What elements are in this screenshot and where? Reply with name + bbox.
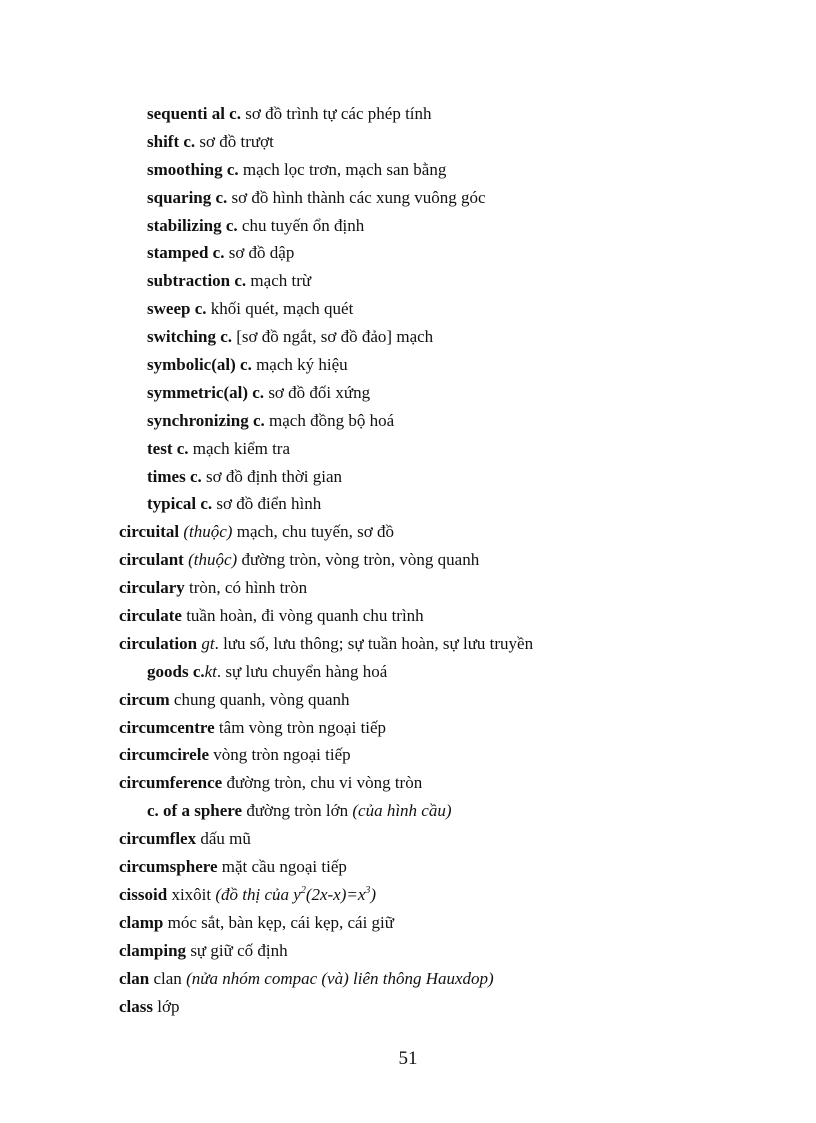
italic-note: (2x-x)=x xyxy=(305,884,366,904)
definition-text: mạch ký hiệu xyxy=(251,355,348,375)
definition-text: đường tròn, chu vi vòng tròn xyxy=(222,773,423,793)
headword: typical c. xyxy=(147,494,213,514)
definition-text: xixôit xyxy=(167,884,216,904)
entry xyxy=(119,546,759,574)
sub-entry xyxy=(119,379,759,407)
page-number: 51 xyxy=(398,1048,418,1069)
headword: circulate xyxy=(119,606,182,626)
headword: synchronizing c. xyxy=(147,410,265,430)
headword: switching c. xyxy=(147,327,232,347)
headword: circumcirele xyxy=(119,745,209,765)
definition-text: sơ đồ dập xyxy=(224,243,295,263)
sub-entry xyxy=(119,239,759,267)
headword: times c. xyxy=(147,466,202,486)
entry xyxy=(119,714,759,742)
entry xyxy=(119,686,759,714)
entry xyxy=(119,909,759,937)
entry xyxy=(119,853,759,881)
entry xyxy=(119,741,759,769)
headword: circumcentre xyxy=(119,717,215,737)
definition-text: chu tuyến ổn định xyxy=(237,215,365,235)
sub-entry xyxy=(119,212,759,240)
definition-text: sơ đồ trình tự các phép tính xyxy=(240,104,432,123)
italic-note: (thuộc) xyxy=(188,550,238,570)
headword: smoothing c. xyxy=(147,159,239,179)
sub-entry xyxy=(119,407,759,435)
headword: c. of a sphere xyxy=(147,801,243,821)
entry xyxy=(119,518,759,546)
entry xyxy=(119,993,759,1021)
sub-entry xyxy=(119,184,759,212)
headword: stamped c. xyxy=(147,243,225,263)
headword: stabilizing c. xyxy=(147,215,238,235)
definition-text: sự giữ cố định xyxy=(186,940,288,960)
definition-text: sơ đồ định thời gian xyxy=(201,466,343,486)
sub-entry xyxy=(119,100,759,128)
sub-entry xyxy=(119,156,759,184)
sub-entry xyxy=(119,295,759,323)
definition-text: mạch lọc trơn, mạch san bằng xyxy=(238,159,447,179)
entry xyxy=(119,825,759,853)
definition-text: dấu mũ xyxy=(196,829,251,849)
dictionary-entries xyxy=(119,100,759,1020)
definition-text: móc sắt, bàn kẹp, cái kẹp, cái giữ xyxy=(163,912,394,932)
definition-text: tuần hoàn, đi vòng quanh chu trình xyxy=(181,606,424,626)
definition-text: sơ đồ hình thành các xung vuông góc xyxy=(227,187,486,207)
headword: circulation xyxy=(119,633,198,653)
headword: symbolic(al) c. xyxy=(147,355,252,375)
definition-text: mạch kiểm tra xyxy=(188,438,291,458)
headword: test c. xyxy=(147,438,189,458)
headword: squaring c. xyxy=(147,187,228,207)
headword: circumference xyxy=(119,773,223,793)
headword: circulary xyxy=(119,578,185,598)
headword: symmetric(al) c. xyxy=(147,382,265,402)
italic-note: (thuộc) xyxy=(183,522,233,542)
definition-text: sơ đồ điển hình xyxy=(212,494,322,514)
entry xyxy=(119,769,759,797)
definition-text: mạch trừ xyxy=(246,271,312,291)
italic-note: kt xyxy=(204,661,217,681)
headword: shift c. xyxy=(147,131,196,151)
headword: goods c. xyxy=(147,661,205,681)
italic-note: (nửa nhóm compac (và) liên thông Hauxdop) xyxy=(186,968,494,988)
definition-text: tâm vòng tròn ngoại tiếp xyxy=(214,717,387,737)
headword: cissoid xyxy=(119,884,168,904)
definition-text: mạch đồng bộ hoá xyxy=(264,410,395,430)
sub-entry xyxy=(119,351,759,379)
entry xyxy=(119,965,759,993)
headword: circulant xyxy=(119,550,184,570)
headword: circum xyxy=(119,689,170,709)
headword: sweep c. xyxy=(147,299,207,319)
headword: clamping xyxy=(119,940,187,960)
italic-note: ) xyxy=(370,884,377,904)
italic-note: gt xyxy=(201,633,215,653)
sub-entry xyxy=(119,267,759,295)
entry xyxy=(119,602,759,630)
definition-text: chung quanh, vòng quanh xyxy=(169,689,350,709)
sub-entry xyxy=(119,463,759,491)
definition-text: vòng tròn ngoại tiếp xyxy=(209,745,351,765)
headword: circuital xyxy=(119,522,180,542)
definition-text: . sự lưu chuyển hàng hoá xyxy=(216,661,388,681)
definition-text: . lưu số, lưu thông; sự tuần hoàn, sự lưu truyền xyxy=(214,633,534,653)
definition-text: đường tròn lớn xyxy=(242,801,353,821)
definition-text: mặt cầu ngoại tiếp xyxy=(217,857,347,877)
sub-entry xyxy=(119,435,759,463)
sub-entry xyxy=(119,490,759,518)
definition-text: sơ đồ trượt xyxy=(195,131,274,151)
italic-note: (của hình cầu) xyxy=(352,801,452,821)
superscript: 3 xyxy=(365,884,371,896)
italic-note: (đồ thị của y xyxy=(215,884,301,904)
headword: circumflex xyxy=(119,829,197,849)
headword: sequenti al c. xyxy=(147,104,241,123)
entry xyxy=(119,937,759,965)
definition-text: lớp xyxy=(153,996,180,1016)
definition-text: đường tròn, vòng tròn, vòng quanh xyxy=(237,550,480,570)
headword: subtraction c. xyxy=(147,271,247,291)
definition-text: [sơ đồ ngắt, sơ đồ đảo] mạch xyxy=(232,327,434,347)
sub-entry xyxy=(119,128,759,156)
definition-text: khối quét, mạch quét xyxy=(206,299,354,319)
superscript: 2 xyxy=(300,884,306,896)
sub-entry xyxy=(119,323,759,351)
headword: circumsphere xyxy=(119,857,218,877)
definition-text: sơ đồ đối xứng xyxy=(264,382,371,402)
sub-entry xyxy=(119,658,759,686)
definition-text: tròn, có hình tròn xyxy=(184,578,308,598)
headword: clamp xyxy=(119,912,164,932)
definition-text: mạch, chu tuyến, sơ đồ xyxy=(232,522,394,542)
entry xyxy=(119,881,759,909)
headword: class xyxy=(119,996,153,1016)
headword: clan xyxy=(119,968,150,988)
definition-text: clan xyxy=(149,968,187,988)
entry xyxy=(119,574,759,602)
sub-entry xyxy=(119,797,759,825)
entry xyxy=(119,630,759,658)
